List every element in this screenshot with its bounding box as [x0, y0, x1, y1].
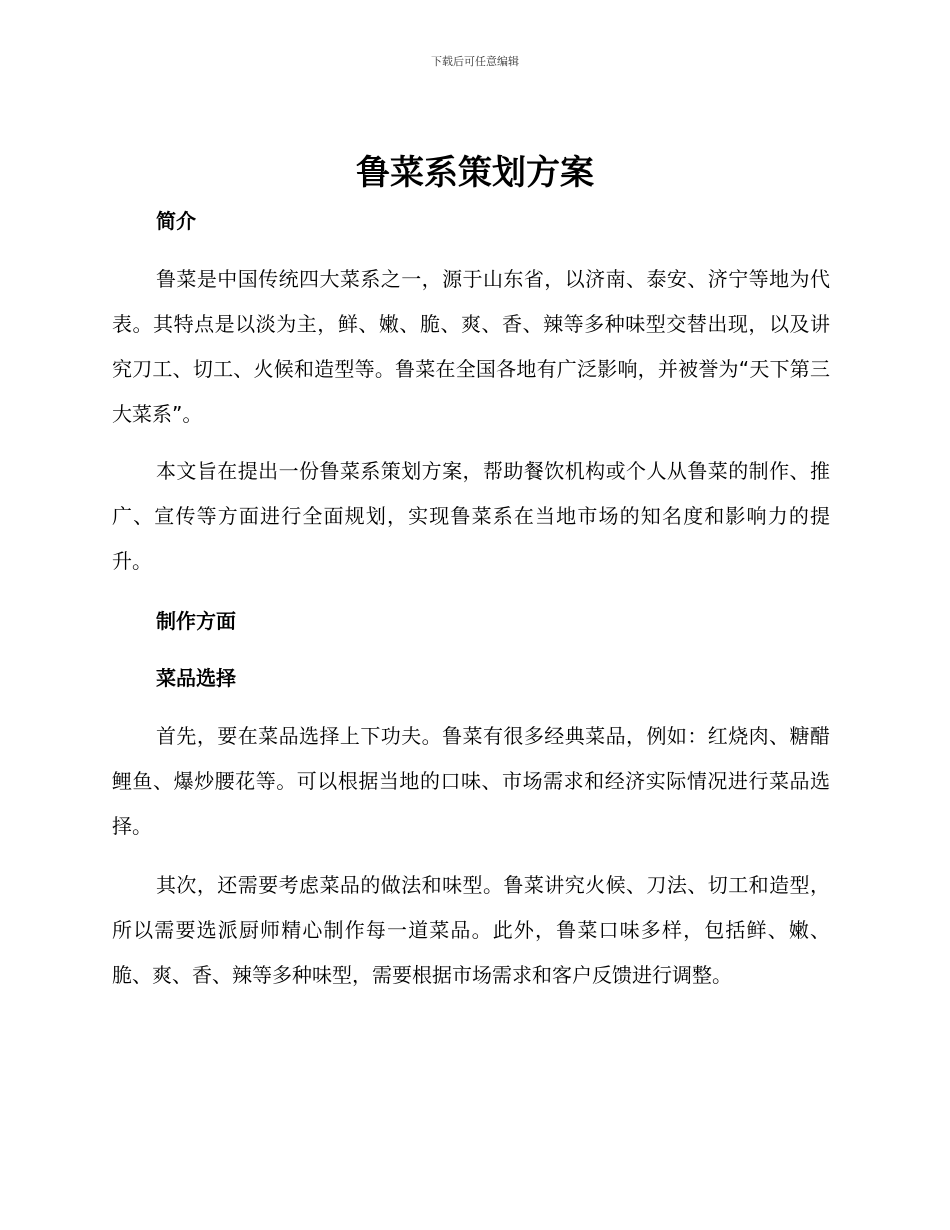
- intro-paragraph-2: 本文旨在提出一份鲁菜系策划方案，帮助餐饮机构或个人从鲁菜的制作、推广、宣传等方面进行全面规划，实现鲁菜系在当地市场的知名度和影响力的提升。: [112, 459, 830, 573]
- section-heading-dish-selection: 菜品选择: [156, 666, 236, 690]
- dish-selection-paragraph-2: 其次，还需要考虑菜品的做法和味型。鲁菜讲究火候、刀法、切工和造型，所以需要选派厨师精心制作每一道菜品。此外，鲁菜口味多样，包括鲜、嫩、脆、爽、香、辣等多种味型，需要根据市场需求和客户反馈进行调整。: [112, 873, 830, 987]
- document-title: 鲁菜系策划方案: [356, 153, 594, 193]
- intro-paragraph-1: 鲁菜是中国传统四大菜系之一，源于山东省，以济南、泰安、济宁等地为代表。其特点是以淡为主，鲜、嫩、脆、爽、香、辣等多种味型交替出现，以及讲究刀工、切工、火候和造型等。鲁菜在全国各地有广泛影响，并被誉为“天下第三大菜系”。: [112, 267, 830, 426]
- page-header-note: 下载后可任意编辑: [431, 55, 519, 68]
- section-heading-intro: 简介: [156, 209, 196, 233]
- document-body: [112, 203, 830, 998]
- dish-selection-paragraph-1: 首先，要在菜品选择上下功夫。鲁菜有很多经典菜品，例如：红烧肉、糖醋鲤鱼、爆炒腰花等。可以根据当地的口味、市场需求和经济实际情况进行菜品选择。: [112, 724, 830, 838]
- section-heading-production: 制作方面: [156, 609, 236, 633]
